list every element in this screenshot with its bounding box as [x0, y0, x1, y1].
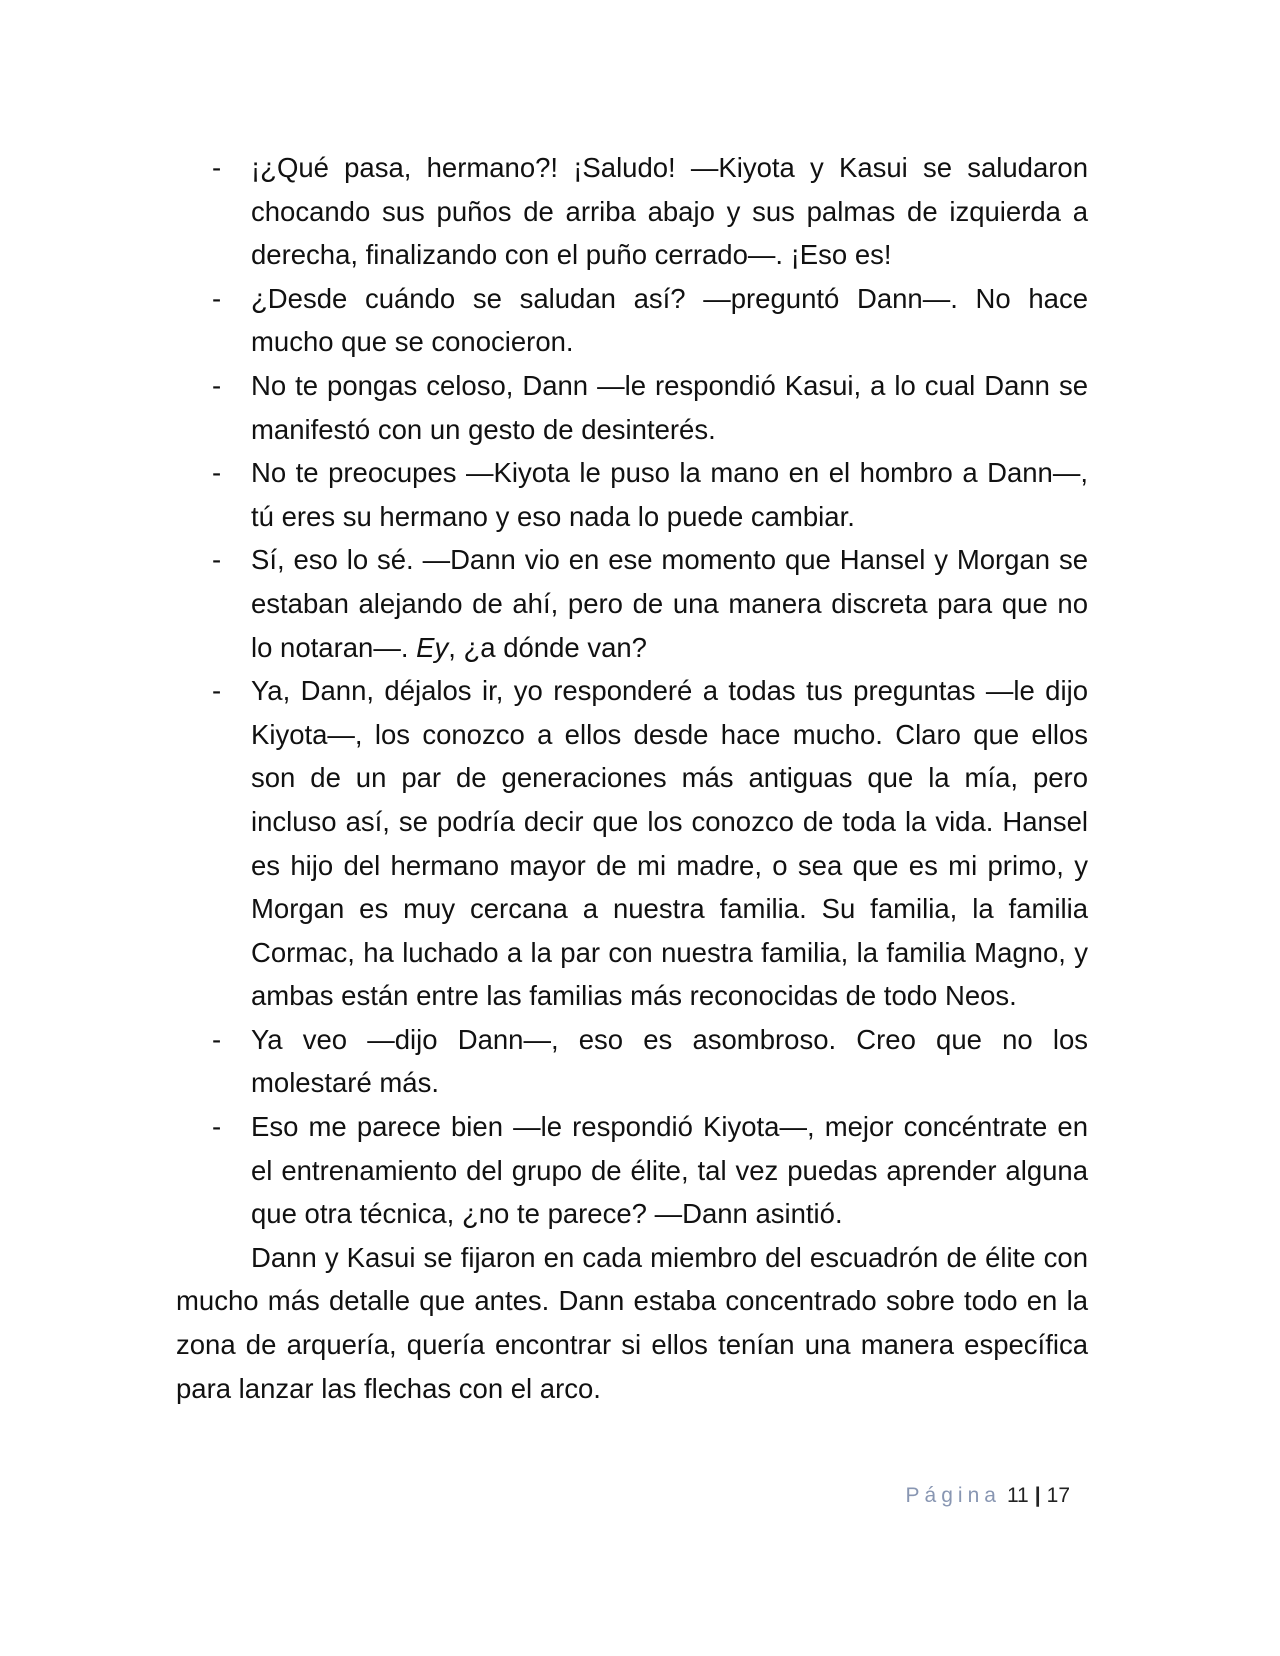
body-text	[176, 146, 1088, 1410]
dialogue-dash: -	[212, 369, 222, 401]
narrative-paragraph: Dann y Kasui se fijaron en cada miembro del escuadrón de élite con mucho más detalle que antes. Dann estaba concentrado sobre todo en la zona de arquería, quería encontrar si ellos tenían una manera específica para lanzar las flechas con el arco.	[176, 1241, 1088, 1404]
dialogue-text: Ya veo —dijo Dann—, eso es asombroso. Creo que no los molestaré más.	[251, 1023, 1088, 1099]
dialogue-text: Eso me parece bien —le respondió Kiyota—, mejor concéntrate en el entrenamiento del grupo de élite, tal vez puedas aprender alguna que otra técnica, ¿no te parece? —Dann asintió.	[251, 1111, 1088, 1230]
dialogue-text-part: , ¿a dónde van?	[448, 631, 647, 663]
dialogue-line	[176, 451, 1088, 538]
page-separator: |	[1034, 1484, 1041, 1507]
dialogue-line	[176, 146, 1088, 277]
dialogue-dash: -	[212, 544, 222, 576]
dialogue-dash: -	[212, 457, 222, 489]
page-number: 11	[1006, 1484, 1029, 1507]
dialogue-text-italic: Ey	[416, 631, 449, 663]
dialogue-text: No te pongas celoso, Dann —le respondió Kasui, a lo cual Dann se manifestó con un gesto de desinterés.	[251, 369, 1088, 445]
dialogue-line	[176, 1018, 1088, 1105]
page-footer	[820, 1484, 1070, 1508]
dialogue-line	[176, 669, 1088, 1018]
dialogue-line	[176, 277, 1088, 364]
dialogue-text: No te preocupes —Kiyota le puso la mano en el hombro a Dann—, tú eres su hermano y eso nada lo puede cambiar.	[251, 457, 1088, 532]
dialogue-dash: -	[212, 282, 222, 314]
dialogue-line	[176, 1105, 1088, 1236]
dialogue-dash: -	[212, 1023, 222, 1055]
dialogue-text: ¿Desde cuándo se saludan así? —preguntó Dann—. No hace mucho que se conocieron.	[251, 282, 1088, 358]
dialogue-text	[251, 544, 1088, 662]
dialogue-text: ¡¿Qué pasa, hermano?! ¡Saludo! —Kiyota y Kasui se saludaron chocando sus puños de arriba abajo y sus palmas de izquierda a derecha, finalizando con el puño cerrado—. ¡Eso es!	[251, 152, 1088, 271]
dialogue-line	[176, 538, 1088, 669]
dialogue-text: Ya, Dann, déjalos ir, yo responderé a todas tus preguntas —le dijo Kiyota—, los conozco a ellos desde hace mucho. Claro que ellos son de un par de generaciones más antiguas que la mía, pero incluso así, se podría decir que los conozco de toda la vida. Hansel es hijo del hermano mayor de mi madre, o sea que es mi primo, y Morgan es muy cercana a nuestra familia. Su familia, la familia Cormac, ha luchado a la par con nuestra familia, la familia Magno, y ambas están entre las familias más reconocidas de todo Neos.	[251, 675, 1088, 1012]
dialogue-dash: -	[212, 1111, 222, 1143]
dialogue-dash: -	[212, 675, 222, 707]
dialogue-line	[176, 364, 1088, 451]
dialogue-dash: -	[212, 152, 222, 183]
page-total: 17	[1046, 1484, 1070, 1507]
dialogue-text-part: Sí, eso lo sé. —Dann vio en ese momento que Hansel y Morgan se estaban alejando de ahí, pero de una manera discreta para que no lo notaran—.	[251, 544, 1088, 663]
page-label: Página	[905, 1484, 1001, 1507]
